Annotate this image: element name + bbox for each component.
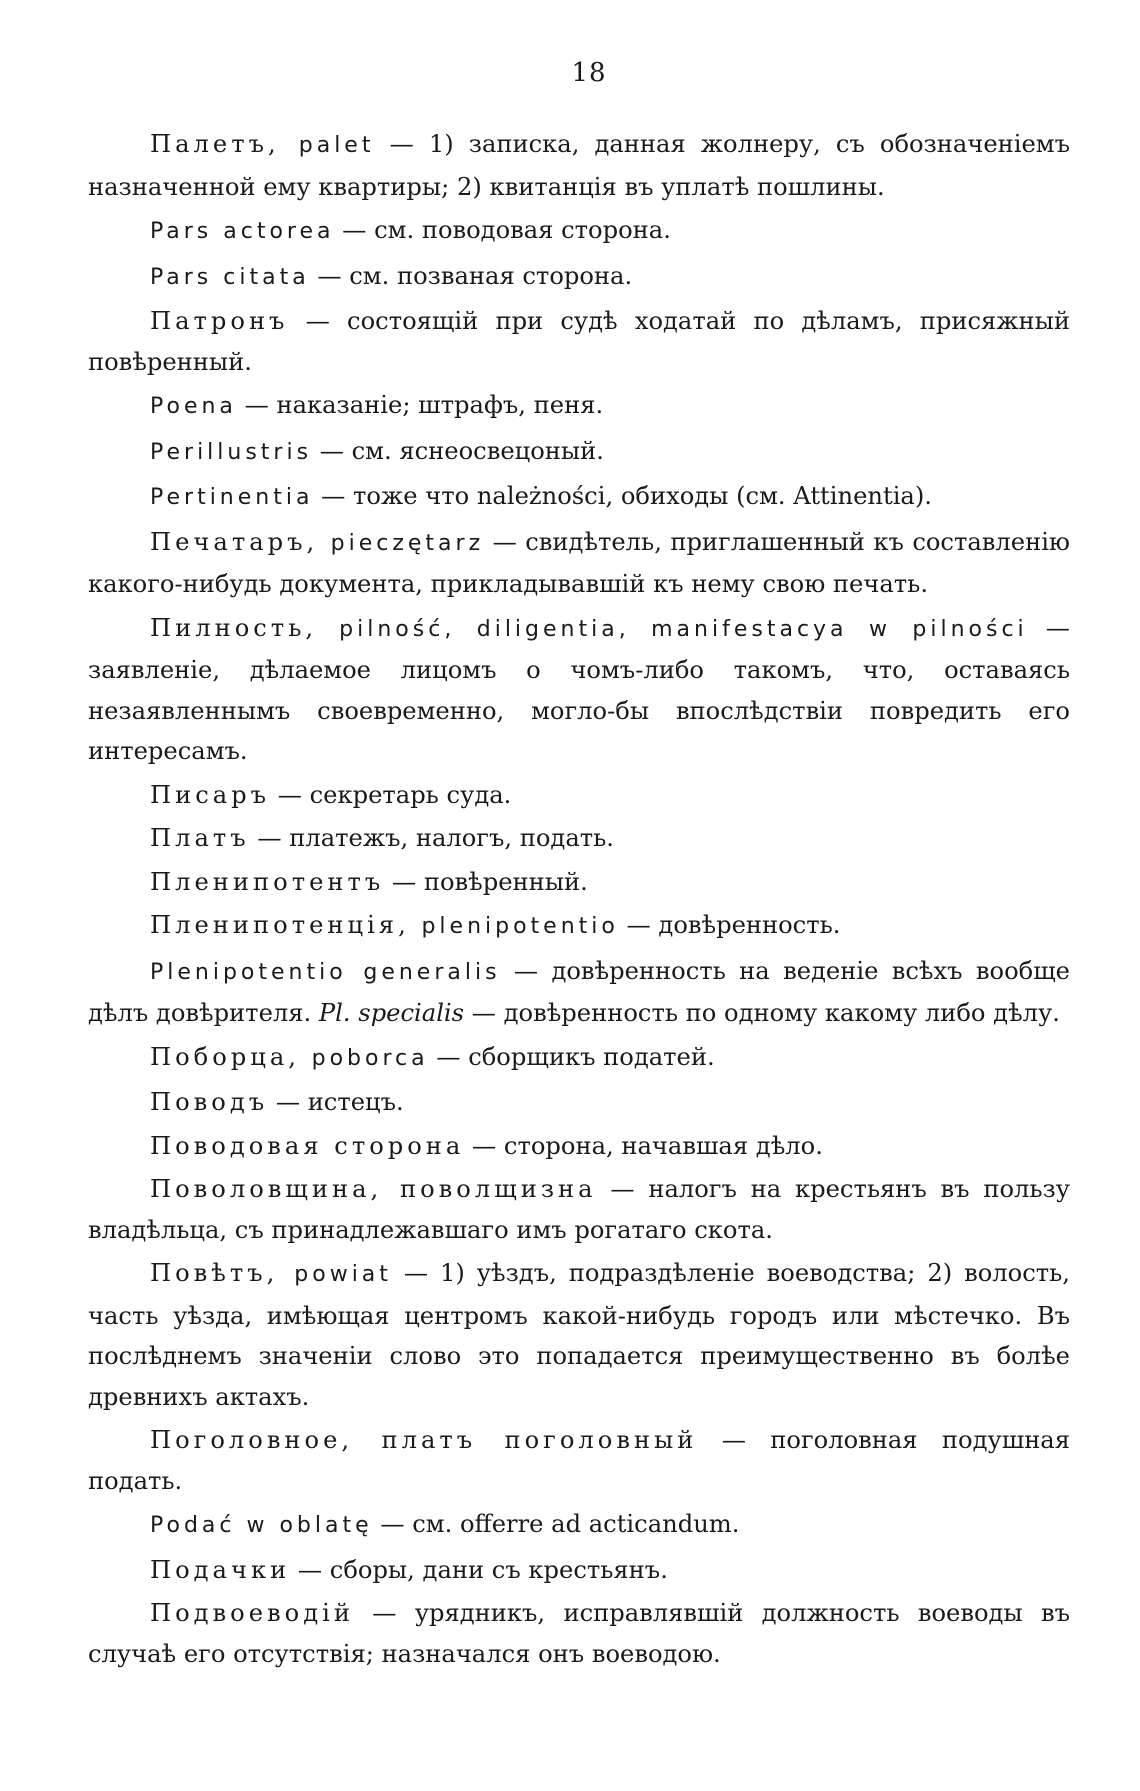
entry-definition: — сторона, начавшая дѣло. [464, 1131, 823, 1160]
entry-definition: — свидѣтель, приглашенный къ составленію какого-нибудь документа, прикладывавшій къ нему свою печать. [88, 527, 1070, 598]
entry-latin-term: Pertinentia [150, 485, 314, 510]
entry-definition: — истецъ. [268, 1088, 404, 1116]
glossary-entries [88, 124, 1070, 1674]
entry-definition: — тоже что należności, обиходы (см. Attinentia). [313, 482, 932, 510]
glossary-entry [88, 476, 1070, 519]
entry-headword: Печатаръ, [150, 527, 331, 556]
glossary-entry [88, 1420, 1070, 1501]
entry-headword: Пленипотенція, [150, 911, 422, 939]
glossary-entry [88, 1253, 1070, 1417]
glossary-entry [88, 124, 1070, 207]
entry-definition: — поголовная подушная подать. [88, 1426, 1070, 1495]
entry-definition: — заявленіе, дѣлаемое лицомъ о чомъ-либо такомъ, что, оставаясь незаявленнымъ своевременно, могло-бы впослѣдствіи повредить его интересамъ. [88, 613, 1070, 765]
glossary-entry [88, 256, 1070, 299]
entry-headword: Поборца, [150, 1042, 312, 1071]
entry-italic-term: Pl. specialis [318, 999, 465, 1027]
entry-latin-term: Podać w oblatę [150, 1513, 373, 1538]
glossary-entry [88, 1126, 1070, 1167]
entry-latin-term: poborca [311, 1045, 429, 1071]
glossary-entry [88, 951, 1070, 1034]
entry-latin-term: Poena [150, 394, 237, 419]
glossary-entry [88, 210, 1070, 253]
glossary-entry [88, 522, 1070, 605]
entry-definition: — наказаніе; штрафъ, пеня. [236, 391, 604, 419]
glossary-entry [88, 1550, 1070, 1591]
entry-headword: Пилность, [150, 613, 340, 642]
entry-headword: Писаръ [150, 780, 271, 809]
entry-latin-term: pieczętarz [330, 530, 485, 556]
entry-definition: — см. поводовая сторона. [334, 216, 671, 244]
entry-definition: — довѣренность по одному какому либо дѣлу. [464, 999, 1060, 1027]
entry-headword: Патронъ [150, 307, 289, 335]
glossary-entry [88, 818, 1070, 859]
entry-latin-term: plenipotentio [421, 914, 619, 939]
entry-latin-term: pilność, diligentia, manifestacya w pilności [339, 616, 1028, 642]
entry-latin-term: Pars citata [150, 264, 310, 290]
entry-definition: — платежъ, налогъ, подать. [249, 824, 614, 852]
entry-definition: — см. offerre ad acticandum. [372, 1510, 740, 1538]
glossary-entry [88, 1169, 1070, 1250]
entry-headword: Поводовая сторона [150, 1131, 465, 1160]
entry-headword: Платъ [150, 824, 250, 852]
entry-definition: — см. яснеосвецоный. [312, 436, 604, 465]
glossary-entry [88, 385, 1070, 428]
entry-headword: Подвоеводій [150, 1599, 354, 1627]
entry-definition: — повѣренный. [384, 867, 588, 896]
entry-headword: Повѣтъ, [150, 1259, 295, 1287]
entry-headword: Пленипотентъ [150, 867, 385, 896]
entry-latin-term: Perillustris [150, 439, 313, 465]
entry-latin-term: Plenipotentio generalis [150, 959, 501, 985]
entry-latin-term: powiat [294, 1262, 392, 1287]
glossary-entry [88, 775, 1070, 816]
entry-definition: — сборы, дани съ крестьянъ. [290, 1555, 668, 1584]
entry-definition: — сборщикъ податей. [428, 1042, 715, 1071]
glossary-entry [88, 608, 1070, 772]
entry-definition: — довѣренность на веденіе всѣхъ вообще дѣлъ довѣрителя. [88, 956, 1070, 1027]
glossary-entry [88, 1593, 1070, 1674]
entry-definition: — 1) уѣздъ, подраздѣленіе воеводства; 2) волость, часть уѣзда, имѣющая центромъ какой-нибудь городъ или мѣстечко. Въ послѣднемъ значеніи слово это попадается преимущественно въ болѣе древнихъ актахъ. [88, 1259, 1070, 1411]
glossary-entry [88, 1037, 1070, 1080]
entry-definition: — довѣренность. [618, 911, 841, 939]
entry-definition: — состоящій при судѣ ходатай по дѣламъ, присяжный повѣренный. [88, 307, 1070, 376]
glossary-entry [88, 862, 1070, 903]
entry-definition: — секретарь суда. [270, 780, 512, 809]
entry-definition: — см. позваная сторона. [309, 261, 633, 290]
entry-headword: Подачки [150, 1555, 291, 1584]
entry-headword: Палетъ, [150, 130, 299, 158]
entry-headword: Поводъ [150, 1088, 269, 1116]
entry-headword: Поголовное, платъ поголовный [150, 1426, 698, 1454]
glossary-entry [88, 1504, 1070, 1547]
glossary-entry [88, 1082, 1070, 1123]
glossary-entry [88, 431, 1070, 474]
entry-definition: — налогъ на крестьянъ въ пользу владѣльца, съ принадлежавшаго имъ рогатаго скота. [88, 1175, 1070, 1244]
entry-latin-term: Pars actorea [150, 219, 335, 244]
glossary-entry [88, 301, 1070, 382]
glossary-entry [88, 905, 1070, 948]
page-number: 18 [571, 58, 607, 88]
entry-headword: Поволовщина, поволщизна [150, 1175, 597, 1203]
entry-definition: — 1) записка, данная жолнеру, съ обозначеніемъ назначенной ему квартиры; 2) квитанція въ уплатѣ пошлины. [88, 130, 1071, 201]
entry-definition: — урядникъ, исправлявшій должность воеводы въ случаѣ его отсутствія; назначался онъ воеводою. [88, 1599, 1070, 1668]
entry-latin-term: palet [298, 133, 375, 158]
